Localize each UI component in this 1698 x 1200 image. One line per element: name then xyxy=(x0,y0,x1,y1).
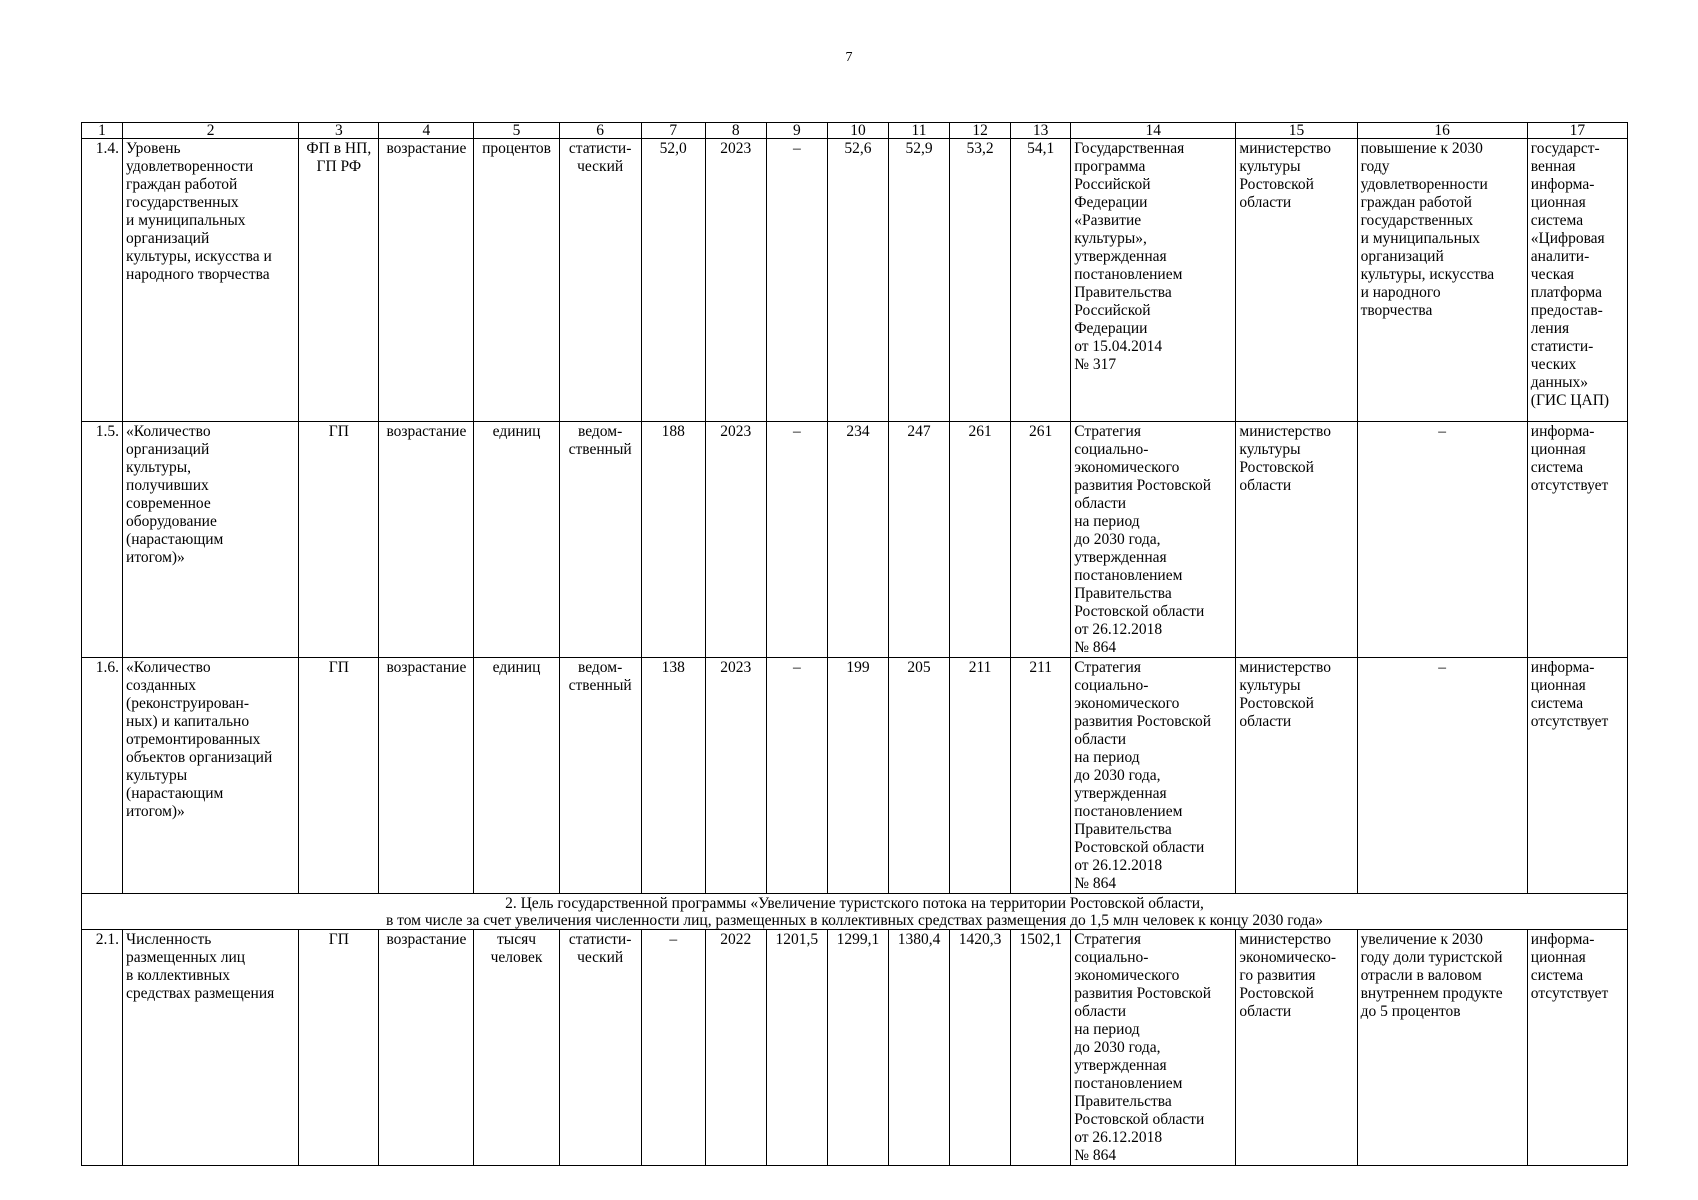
value-2030: 54,1 xyxy=(1011,139,1071,422)
base-year: 2023 xyxy=(705,139,766,422)
indicator-type: ГП xyxy=(299,930,379,1166)
indicator-name: Численность размещенных лиц в коллективных средствах размещения xyxy=(123,930,299,1166)
value-2027: 211 xyxy=(950,658,1011,894)
basis-document: Стратегия социально- экономического развития Ростовской области на период до 2030 года, утвержденная постановлением Правительства Ростовской области от 26.12.2018 № 864 xyxy=(1071,658,1236,894)
column-number: 6 xyxy=(559,123,641,139)
goal-link: – xyxy=(1357,658,1527,894)
value-2025: 52,6 xyxy=(827,139,888,422)
table-row xyxy=(82,658,1628,894)
row-number: 1.5. xyxy=(82,422,123,658)
indicator-unit: единиц xyxy=(474,422,559,658)
indicator-type: ФП в НП, ГП РФ xyxy=(299,139,379,422)
base-value: 188 xyxy=(641,422,705,658)
info-system: информа- ционная система отсутствует xyxy=(1527,658,1627,894)
value-2024: – xyxy=(766,422,827,658)
indicator-source: статисти- ческий xyxy=(559,139,641,422)
indicator-unit: тысяч человек xyxy=(474,930,559,1166)
base-value: – xyxy=(641,930,705,1166)
goal-heading-row xyxy=(82,894,1628,930)
responsible-body: министерство культуры Ростовской области xyxy=(1236,658,1357,894)
column-number: 16 xyxy=(1357,123,1527,139)
basis-document: Стратегия социально- экономического развития Ростовской области на период до 2030 года, утвержденная постановлением Правительства Ростовской области от 26.12.2018 № 864 xyxy=(1071,930,1236,1166)
page-number: 7 xyxy=(845,50,853,65)
goal-heading: 2. Цель государственной программы «Увеличение туристского потока на территории Ростовской области, в том числе за счет увеличения численности лиц, размещенных в коллективных средствах размещения до 1,5 млн человек к концу 2030 года» xyxy=(82,894,1628,930)
value-2026: 247 xyxy=(888,422,949,658)
column-number: 17 xyxy=(1527,123,1627,139)
indicator-unit: единиц xyxy=(474,658,559,894)
column-number: 15 xyxy=(1236,123,1357,139)
base-year: 2023 xyxy=(705,422,766,658)
info-system: государст- венная информа- ционная система «Цифровая аналити- ческая платформа предостав- ления статисти- ческих данных» (ГИС ЦАП) xyxy=(1527,139,1627,422)
indicator-type: ГП xyxy=(299,658,379,894)
column-number: 10 xyxy=(827,123,888,139)
column-number: 5 xyxy=(474,123,559,139)
column-numbers-row xyxy=(82,123,1628,139)
column-number: 2 xyxy=(123,123,299,139)
indicator-trend: возрастание xyxy=(379,658,474,894)
value-2024: – xyxy=(766,139,827,422)
table-row xyxy=(82,139,1628,422)
column-number: 13 xyxy=(1011,123,1071,139)
info-system: информа- ционная система отсутствует xyxy=(1527,930,1627,1166)
goal-link: увеличение к 2030 году доли туристской отрасли в валовом внутреннем продукте до 5 процентов xyxy=(1357,930,1527,1166)
value-2025: 1299,1 xyxy=(827,930,888,1166)
value-2026: 1380,4 xyxy=(888,930,949,1166)
base-year: 2022 xyxy=(705,930,766,1166)
column-number: 14 xyxy=(1071,123,1236,139)
indicator-trend: возрастание xyxy=(379,422,474,658)
row-number: 1.4. xyxy=(82,139,123,422)
indicator-name: «Количество созданных (реконструирован- ных) и капитально отремонтированных объектов организаций культуры (нарастающим итогом)» xyxy=(123,658,299,894)
value-2030: 1502,1 xyxy=(1011,930,1071,1166)
indicator-name: Уровень удовлетворенности граждан работой государственных и муниципальных организаций культуры, искусства и народного творчества xyxy=(123,139,299,422)
indicators-table xyxy=(81,122,1628,1166)
value-2030: 261 xyxy=(1011,422,1071,658)
row-number: 1.6. xyxy=(82,658,123,894)
row-number: 2.1. xyxy=(82,930,123,1166)
info-system: информа- ционная система отсутствует xyxy=(1527,422,1627,658)
responsible-body: министерство культуры Ростовской области xyxy=(1236,139,1357,422)
basis-document: Стратегия социально- экономического развития Ростовской области на период до 2030 года, утвержденная постановлением Правительства Ростовской области от 26.12.2018 № 864 xyxy=(1071,422,1236,658)
value-2024: 1201,5 xyxy=(766,930,827,1166)
indicator-type: ГП xyxy=(299,422,379,658)
value-2025: 199 xyxy=(827,658,888,894)
table-row xyxy=(82,930,1628,1166)
base-value: 52,0 xyxy=(641,139,705,422)
indicator-source: статисти- ческий xyxy=(559,930,641,1166)
base-value: 138 xyxy=(641,658,705,894)
value-2027: 261 xyxy=(950,422,1011,658)
table-row xyxy=(82,422,1628,658)
indicator-source: ведом- ственный xyxy=(559,658,641,894)
value-2026: 52,9 xyxy=(888,139,949,422)
value-2027: 1420,3 xyxy=(950,930,1011,1166)
column-number: 4 xyxy=(379,123,474,139)
value-2026: 205 xyxy=(888,658,949,894)
indicator-unit: процентов xyxy=(474,139,559,422)
responsible-body: министерство экономическо- го развития Ростовской области xyxy=(1236,930,1357,1166)
column-number: 12 xyxy=(950,123,1011,139)
goal-link: – xyxy=(1357,422,1527,658)
indicator-trend: возрастание xyxy=(379,139,474,422)
column-number: 11 xyxy=(888,123,949,139)
indicator-trend: возрастание xyxy=(379,930,474,1166)
column-number: 3 xyxy=(299,123,379,139)
goal-link: повышение к 2030 году удовлетворенности граждан работой государственных и муниципальных организаций культуры, искусства и народного творчества xyxy=(1357,139,1527,422)
value-2025: 234 xyxy=(827,422,888,658)
basis-document: Государственная программа Российской Федерации «Развитие культуры», утвержденная постановлением Правительства Российской Федерации от 15.04.2014 № 317 xyxy=(1071,139,1236,422)
value-2030: 211 xyxy=(1011,658,1071,894)
value-2024: – xyxy=(766,658,827,894)
indicator-name: «Количество организаций культуры, получивших современное оборудование (нарастающим итогом)» xyxy=(123,422,299,658)
column-number: 1 xyxy=(82,123,123,139)
column-number: 8 xyxy=(705,123,766,139)
column-number: 9 xyxy=(766,123,827,139)
indicator-source: ведом- ственный xyxy=(559,422,641,658)
responsible-body: министерство культуры Ростовской области xyxy=(1236,422,1357,658)
value-2027: 53,2 xyxy=(950,139,1011,422)
column-number: 7 xyxy=(641,123,705,139)
base-year: 2023 xyxy=(705,658,766,894)
